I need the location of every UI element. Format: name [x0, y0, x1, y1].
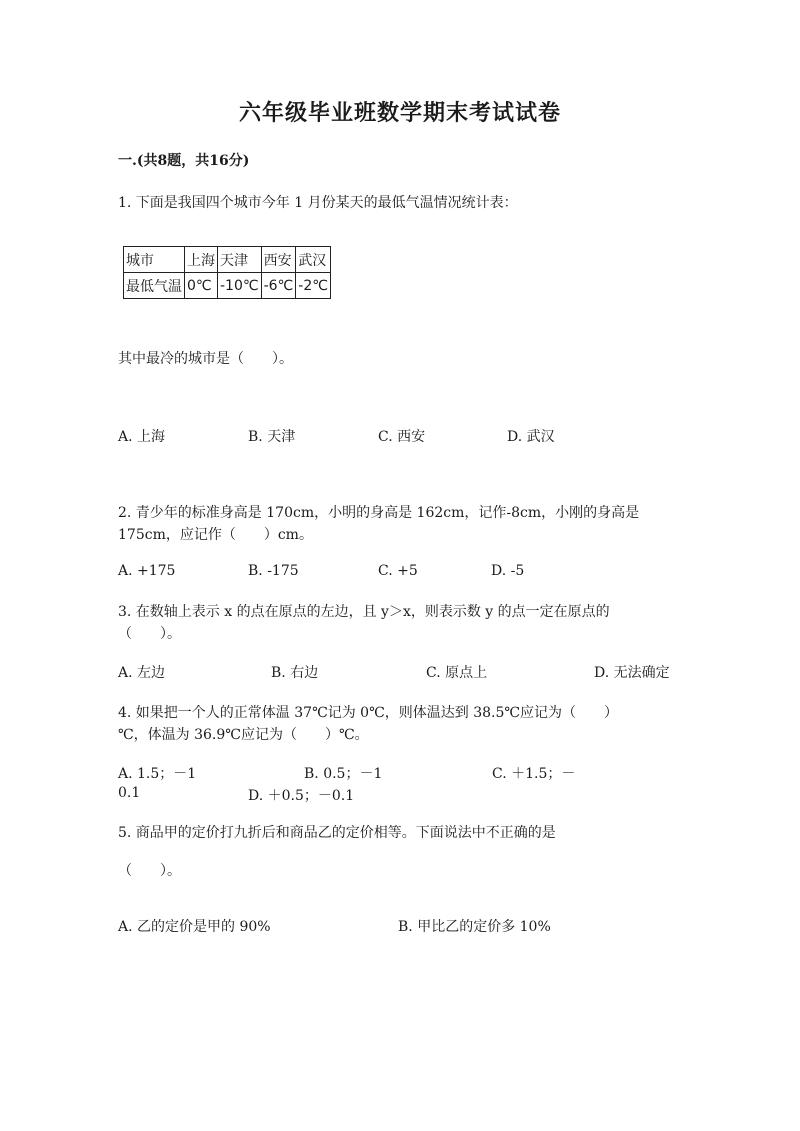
- question-4-option-d[interactable]: D. ＋0.5；－0.1: [248, 788, 355, 804]
- table-cell: 0℃: [185, 273, 218, 299]
- table-cell: 上海: [185, 247, 218, 273]
- question-1-stem: 1. 下面是我国四个城市今年 1 月份某天的最低气温情况统计表：: [118, 195, 518, 211]
- question-4-option-c[interactable]: C. ＋1.5；－: [492, 766, 576, 782]
- question-4-option-a[interactable]: A. 1.5；－1: [118, 766, 197, 782]
- question-3-stem-line1: 3. 在数轴上表示 x 的点在原点的左边，且 y＞x，则表示数 y 的点一定在原点的: [118, 604, 610, 620]
- question-5-option-b[interactable]: B. 甲比乙的定价多 10%: [398, 919, 551, 935]
- table-cell: -6℃: [261, 273, 296, 299]
- table-cell: 武汉: [296, 247, 331, 273]
- question-5-stem: 5. 商品甲的定价打九折后和商品乙的定价相等。下面说法中不正确的是: [118, 825, 556, 841]
- question-5-option-a[interactable]: A. 乙的定价是甲的 90%: [118, 919, 271, 935]
- table-cell: 天津: [218, 247, 262, 273]
- question-4-option-c-continued: 0.1: [118, 785, 141, 801]
- question-2-stem-line2: 175cm，应记作（ ）cm。: [118, 527, 313, 543]
- table-header-row: [124, 247, 331, 273]
- question-1-option-b[interactable]: B. 天津: [248, 429, 296, 445]
- question-5-blank: （ ）。: [118, 863, 181, 879]
- table-cell: 城市: [124, 247, 185, 273]
- question-3-option-d[interactable]: D. 无法确定: [594, 665, 670, 681]
- question-1-option-d[interactable]: D. 武汉: [507, 429, 555, 445]
- question-4-stem-line2: ℃，体温为 36.9℃应记为（ ）℃。: [118, 727, 369, 743]
- table-cell: -10℃: [218, 273, 262, 299]
- question-1-followup: 其中最冷的城市是（ ）。: [118, 351, 293, 367]
- section-header: 一.(共8题，共16分): [118, 153, 250, 169]
- question-1-option-c[interactable]: C. 西安: [378, 429, 426, 445]
- exam-title: 六年级毕业班数学期末考试试卷: [238, 100, 561, 126]
- question-2-option-b[interactable]: B. -175: [248, 563, 299, 579]
- question-1-option-a[interactable]: A. 上海: [118, 429, 166, 445]
- question-2-option-c[interactable]: C. +5: [378, 563, 418, 579]
- table-value-row: [124, 273, 331, 299]
- question-3-option-b[interactable]: B. 右边: [271, 665, 319, 681]
- table-cell: -2℃: [296, 273, 331, 299]
- question-2-option-a[interactable]: A. +175: [118, 563, 176, 579]
- temperature-table: [123, 246, 331, 299]
- table-cell: 最低气温: [124, 273, 185, 299]
- question-2-stem-line1: 2. 青少年的标准身高是 170cm，小明的身高是 162cm，记作-8cm，小刚的身高是: [118, 505, 640, 521]
- table-cell: 西安: [261, 247, 296, 273]
- question-4-stem-line1: 4. 如果把一个人的正常体温 37℃记为 0℃，则体温达到 38.5℃应记为（ ）: [118, 705, 619, 721]
- question-3-stem-line2: （ ）。: [118, 626, 181, 642]
- question-3-option-c[interactable]: C. 原点上: [426, 665, 488, 681]
- question-4-option-b[interactable]: B. 0.5；－1: [304, 766, 383, 782]
- question-2-option-d[interactable]: D. -5: [491, 563, 525, 579]
- question-3-option-a[interactable]: A. 左边: [118, 665, 166, 681]
